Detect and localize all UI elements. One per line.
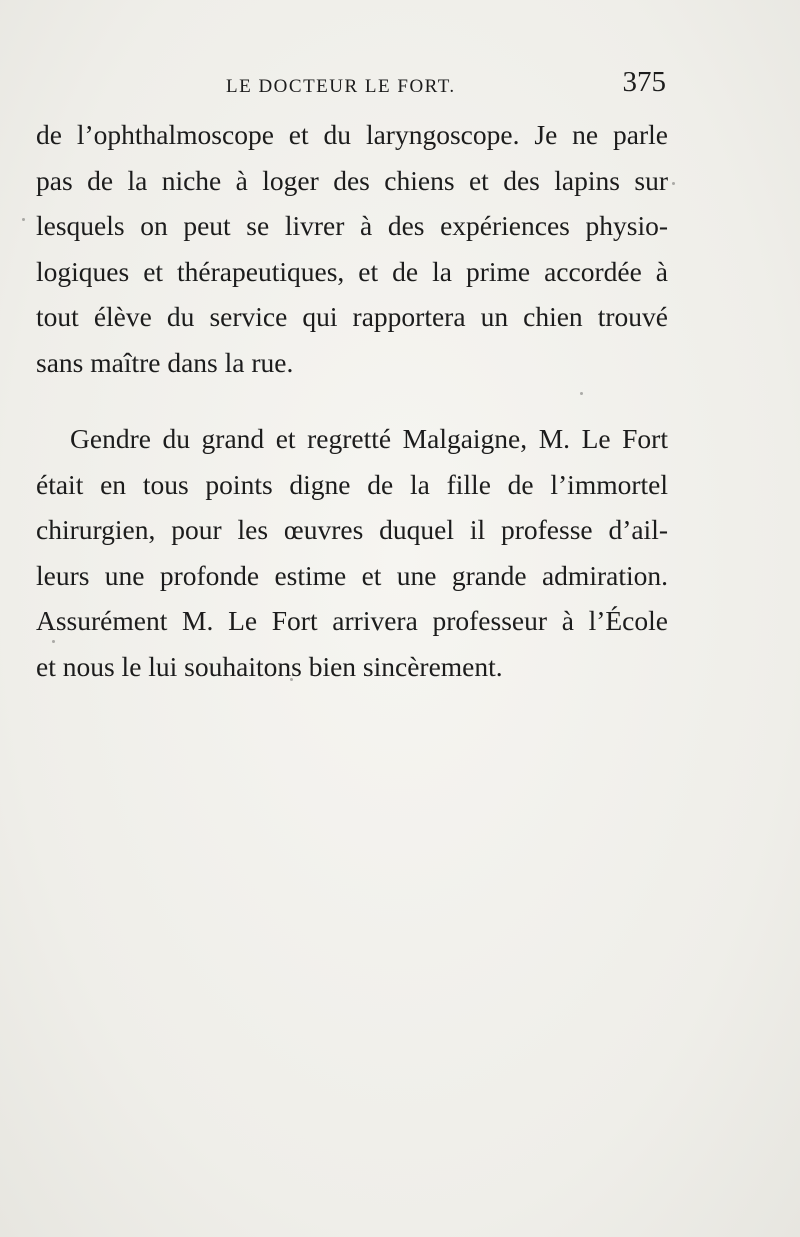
- running-title: LE DOCTEUR LE FORT.: [226, 76, 456, 97]
- text-line: pas de la niche à loger des chiens et des lapins sur: [36, 164, 668, 196]
- page-header: [36, 66, 666, 106]
- text-line: chirurgien, pour les œuvres duquel il professe d’ail-: [36, 514, 668, 545]
- text-line: leurs une profonde estime et une grande admiration.: [36, 559, 668, 591]
- text-line: était en tous points digne de la fille de l’immortel: [36, 468, 668, 500]
- paper-speck: [580, 392, 583, 395]
- text-line: et nous le lui souhaitons bien sincèrement.: [36, 650, 503, 682]
- text-line: tout élève du service qui rapportera un chien trouvé: [36, 301, 668, 332]
- text-line: lesquels on peut se livrer à des expériences physio-: [36, 210, 668, 241]
- paper-speck: [290, 678, 293, 681]
- text-line: Assurément M. Le Fort arrivera professeur à l’École: [36, 605, 668, 636]
- text-line: logiques et thérapeutiques, et de la prime accordée à: [36, 255, 668, 287]
- paragraph-1: [36, 112, 668, 385]
- paper-speck: [22, 218, 25, 221]
- text-line: Gendre du grand et regretté Malgaigne, M. Le Fort: [70, 423, 668, 454]
- text-line: de l’ophthalmoscope et du laryngoscope. Je ne parle: [36, 119, 668, 150]
- text-line: sans maître dans la rue.: [36, 346, 294, 378]
- show-through-texture: [60, 660, 720, 1166]
- paper-speck: [672, 182, 675, 185]
- page-number: 375: [622, 66, 666, 98]
- paper-speck: [52, 640, 55, 643]
- paragraph-2: [36, 416, 668, 689]
